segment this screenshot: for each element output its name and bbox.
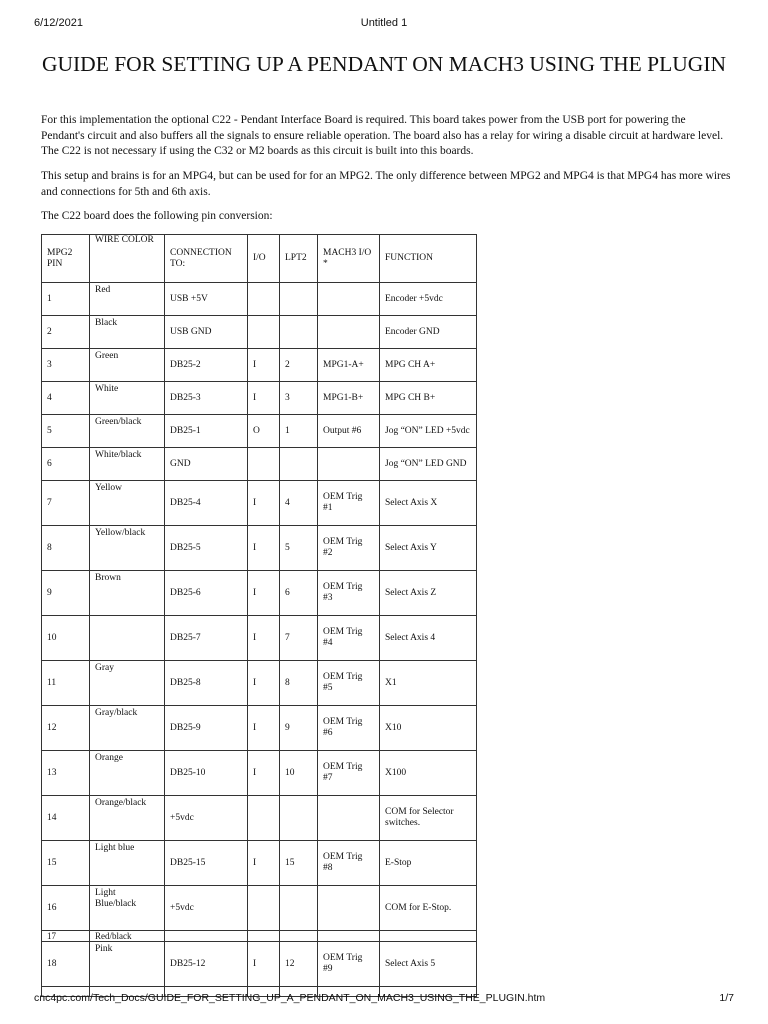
lpt2-cell: 5 (280, 526, 318, 571)
table-row (42, 382, 477, 415)
connection-cell: USB GND (165, 316, 248, 349)
table-row (42, 448, 477, 481)
mach3-io-cell: OEM Trig #5 (318, 661, 380, 706)
io-cell: I (248, 942, 280, 987)
wire-color-cell: Light blue (90, 841, 165, 886)
table-row (42, 942, 477, 987)
mach3-io-cell: OEM Trig #1 (318, 481, 380, 526)
wire-color-cell: White/black (90, 448, 165, 481)
table-intro-paragraph: The C22 board does the following pin conversion: (41, 210, 273, 222)
wire-color-cell: Orange (90, 751, 165, 796)
lpt2-cell: 10 (280, 751, 318, 796)
table-row (42, 415, 477, 448)
table-row (42, 751, 477, 796)
print-url: cnc4pc.com/Tech_Docs/GUIDE_FOR_SETTING_UP_A_PENDANT_ON_MACH3_USING_THE_PLUGIN.htm (34, 992, 546, 1004)
lpt2-cell: 1 (280, 415, 318, 448)
function-cell: Select Axis 5 (380, 942, 477, 987)
connection-cell: DB25-15 (165, 841, 248, 886)
io-cell: I (248, 751, 280, 796)
mach3-io-cell: OEM Trig #8 (318, 841, 380, 886)
connection-cell: DB25-4 (165, 481, 248, 526)
setup-paragraph: This setup and brains is for an MPG4, but can be used for for an MPG2. The only difference between MPG2 and MPG4 is that MPG4 has more wires and connections for 5th and 6th axis. (41, 170, 731, 198)
lpt2-cell (280, 886, 318, 931)
table-row (42, 931, 477, 942)
mach3-io-cell: OEM Trig #4 (318, 616, 380, 661)
mach3-io-cell (318, 931, 380, 942)
pin-cell: 3 (42, 349, 90, 382)
connection-cell: DB25-10 (165, 751, 248, 796)
header-mach3-io: MACH3 I/O * (318, 235, 380, 283)
pin-cell: 7 (42, 481, 90, 526)
lpt2-cell (280, 283, 318, 316)
io-cell: I (248, 841, 280, 886)
io-cell: O (248, 415, 280, 448)
function-cell (380, 931, 477, 942)
pin-cell: 11 (42, 661, 90, 706)
table-row (42, 316, 477, 349)
table-row (42, 886, 477, 931)
table-row (42, 526, 477, 571)
pin-cell: 5 (42, 415, 90, 448)
wire-color-cell: Red (90, 283, 165, 316)
function-cell: MPG CH B+ (380, 382, 477, 415)
wire-color-cell: Gray (90, 661, 165, 706)
lpt2-cell: 7 (280, 616, 318, 661)
wire-color-cell: Green (90, 349, 165, 382)
io-cell (248, 796, 280, 841)
pin-cell: 9 (42, 571, 90, 616)
pin-cell: 17 (42, 931, 90, 942)
header-io: I/O (248, 235, 280, 283)
function-cell: Select Axis 4 (380, 616, 477, 661)
table-header-row (42, 235, 477, 283)
mach3-io-cell: OEM Trig #6 (318, 706, 380, 751)
header-mpg2-pin: MPG2 PIN (42, 235, 90, 283)
mach3-io-cell: MPG1-A+ (318, 349, 380, 382)
io-cell: I (248, 481, 280, 526)
document-title: GUIDE FOR SETTING UP A PENDANT ON MACH3 USING THE PLUGIN (41, 52, 727, 76)
connection-cell: DB25-2 (165, 349, 248, 382)
function-cell: Select Axis Z (380, 571, 477, 616)
connection-cell: +5vdc (165, 796, 248, 841)
header-connection: CONNECTION TO: (165, 235, 248, 283)
table-row (42, 283, 477, 316)
mach3-io-cell: OEM Trig #3 (318, 571, 380, 616)
intro-paragraph: For this implementation the optional C22 - Pendant Interface Board is required. This board takes power from the USB port for powering the Pendant's circuit and also buffers all the signals to ensure reliable operation. The board also has a relay for wiring a disable circuit at hardware level. The C22 is not necessary if using the C32 or M2 boards as this circuit is built into this boards. (41, 114, 724, 157)
io-cell (248, 283, 280, 316)
connection-cell: GND (165, 448, 248, 481)
mach3-io-cell (318, 448, 380, 481)
connection-cell: DB25-1 (165, 415, 248, 448)
pin-cell: 14 (42, 796, 90, 841)
mach3-io-cell (318, 886, 380, 931)
print-date: 6/12/2021 (34, 17, 83, 29)
io-cell: I (248, 382, 280, 415)
print-page-title: Untitled 1 (360, 17, 408, 29)
header-function: FUNCTION (380, 235, 477, 283)
wire-color-cell: Orange/black (90, 796, 165, 841)
lpt2-cell: 4 (280, 481, 318, 526)
io-cell: I (248, 526, 280, 571)
lpt2-cell (280, 448, 318, 481)
connection-cell: +5vdc (165, 886, 248, 931)
pin-cell: 10 (42, 616, 90, 661)
mach3-io-cell (318, 796, 380, 841)
lpt2-cell (280, 931, 318, 942)
table-row (42, 481, 477, 526)
pin-cell: 18 (42, 942, 90, 987)
lpt2-cell: 8 (280, 661, 318, 706)
wire-color-cell: Yellow (90, 481, 165, 526)
pin-cell: 16 (42, 886, 90, 931)
io-cell (248, 886, 280, 931)
table-row (42, 349, 477, 382)
pin-cell: 4 (42, 382, 90, 415)
print-page-number: 1/7 (719, 992, 734, 1004)
function-cell: X100 (380, 751, 477, 796)
mach3-io-cell: OEM Trig #7 (318, 751, 380, 796)
io-cell: I (248, 349, 280, 382)
function-cell: COM for E-Stop. (380, 886, 477, 931)
connection-cell: DB25-7 (165, 616, 248, 661)
connection-cell (165, 931, 248, 942)
lpt2-cell: 9 (280, 706, 318, 751)
lpt2-cell: 2 (280, 349, 318, 382)
wire-color-cell (90, 616, 165, 661)
pin-cell: 2 (42, 316, 90, 349)
pin-cell: 1 (42, 283, 90, 316)
function-cell: Select Axis X (380, 481, 477, 526)
connection-cell: DB25-9 (165, 706, 248, 751)
connection-cell: DB25-8 (165, 661, 248, 706)
wire-color-cell: Gray/black (90, 706, 165, 751)
connection-cell: DB25-3 (165, 382, 248, 415)
io-cell: I (248, 661, 280, 706)
table-row (42, 706, 477, 751)
function-cell: X1 (380, 661, 477, 706)
pin-cell: 6 (42, 448, 90, 481)
pin-cell: 15 (42, 841, 90, 886)
wire-color-cell: Yellow/black (90, 526, 165, 571)
io-cell (248, 931, 280, 942)
lpt2-cell: 6 (280, 571, 318, 616)
connection-cell: DB25-12 (165, 942, 248, 987)
mach3-io-cell: OEM Trig #9 (318, 942, 380, 987)
io-cell: I (248, 571, 280, 616)
lpt2-cell (280, 316, 318, 349)
wire-color-cell: Red/black (90, 931, 165, 942)
lpt2-cell (280, 796, 318, 841)
pin-cell: 13 (42, 751, 90, 796)
pin-cell: 12 (42, 706, 90, 751)
function-cell: Select Axis Y (380, 526, 477, 571)
table-row (42, 796, 477, 841)
lpt2-cell: 3 (280, 382, 318, 415)
function-cell: Jog “ON” LED GND (380, 448, 477, 481)
connection-cell: USB +5V (165, 283, 248, 316)
header-lpt2: LPT2 (280, 235, 318, 283)
wire-color-cell: Pink (90, 942, 165, 987)
function-cell: MPG CH A+ (380, 349, 477, 382)
pin-conversion-table (41, 234, 477, 997)
mach3-io-cell (318, 283, 380, 316)
mach3-io-cell: MPG1-B+ (318, 382, 380, 415)
table-row (42, 616, 477, 661)
mach3-io-cell: Output #6 (318, 415, 380, 448)
connection-cell: DB25-6 (165, 571, 248, 616)
mach3-io-cell (318, 316, 380, 349)
header-wire-color: WIRE COLOR (90, 235, 165, 283)
function-cell: Jog “ON” LED +5vdc (380, 415, 477, 448)
wire-color-cell: Green/black (90, 415, 165, 448)
io-cell: I (248, 706, 280, 751)
table-row (42, 571, 477, 616)
table-row (42, 841, 477, 886)
function-cell: X10 (380, 706, 477, 751)
function-cell: Encoder GND (380, 316, 477, 349)
wire-color-cell: White (90, 382, 165, 415)
connection-cell: DB25-5 (165, 526, 248, 571)
pin-cell: 8 (42, 526, 90, 571)
lpt2-cell: 15 (280, 841, 318, 886)
io-cell: I (248, 616, 280, 661)
lpt2-cell: 12 (280, 942, 318, 987)
function-cell: E-Stop (380, 841, 477, 886)
wire-color-cell: Black (90, 316, 165, 349)
mach3-io-cell: OEM Trig #2 (318, 526, 380, 571)
io-cell (248, 316, 280, 349)
wire-color-cell: Brown (90, 571, 165, 616)
io-cell (248, 448, 280, 481)
table-body (42, 283, 477, 997)
table-row (42, 661, 477, 706)
wire-color-cell: Light Blue/black (90, 886, 165, 931)
function-cell: Encoder +5vdc (380, 283, 477, 316)
function-cell: COM for Selector switches. (380, 796, 477, 841)
